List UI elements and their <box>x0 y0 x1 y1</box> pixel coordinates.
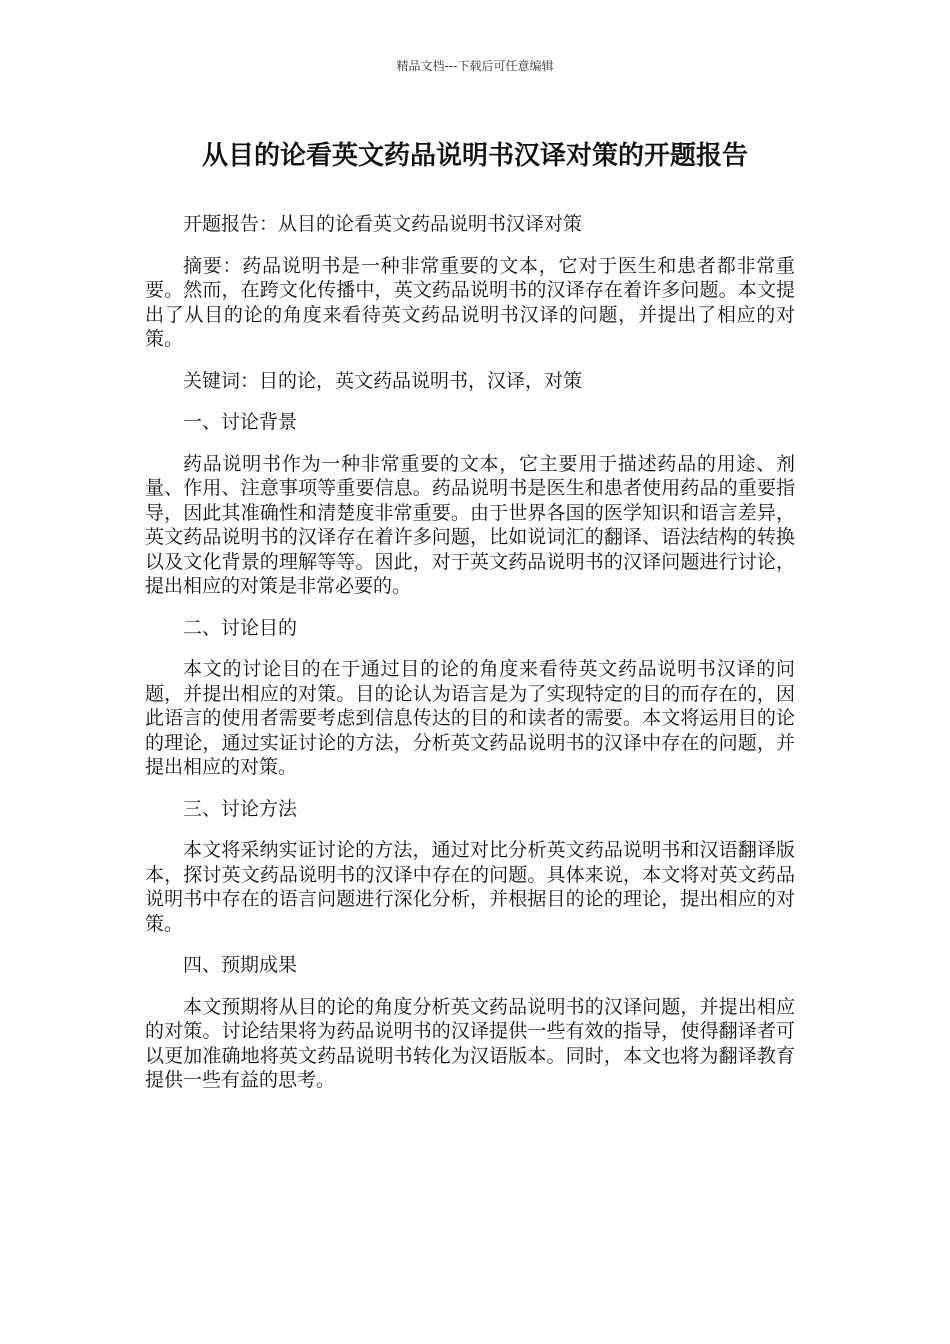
section-heading-background: 一、讨论背景 <box>183 411 298 433</box>
purpose-paragraph: 本文的讨论目的在于通过目的论的角度来看待英文药品说明书汉译的问题，并提出相应的对策。目的论认为语言是为了实现特定的目的而存在的，因此语言的使用者需要考虑到信息传达的目的和读者的需要。本文将运用目的论的理论，通过实证讨论的方法，分析英文药品说明书的汉译中存在的问题，并提出相应的对策。 <box>145 658 795 778</box>
abstract-paragraph: 摘要：药品说明书是一种非常重要的文本，它对于医生和患者都非常重要。然而，在跨文化传播中，英文药品说明书的汉译存在着许多问题。本文提出了从目的论的角度来看待英文药品说明书汉译的问题，并提出了相应的对策。 <box>145 254 795 350</box>
document-title: 从目的论看英文药品说明书汉译对策的开题报告 <box>201 141 748 171</box>
section-heading-method: 三、讨论方法 <box>183 797 298 820</box>
method-paragraph: 本文将采纳实证讨论的方法，通过对比分析英文药品说明书和汉语翻译版本，探讨英文药品说明书的汉译中存在的问题。具体来说，本文将对英文药品说明书中存在的语言问题进行深化分析，并根据目的论的理论，提出相应的对策。 <box>145 839 795 935</box>
document-body <box>145 212 795 1110</box>
report-subtitle: 开题报告：从目的论看英文药品说明书汉译对策 <box>183 213 583 235</box>
section-heading-outcomes: 四、预期成果 <box>183 954 298 976</box>
outcomes-paragraph: 本文预期将从目的论的角度分析英文药品说明书的汉译问题，并提出相应的对策。讨论结果将为药品说明书的汉译提供一些有效的指导，使得翻译者可以更加准确地将英文药品说明书转化为汉语版本。同时，本文也将为翻译教育提供一些有益的思考。 <box>145 995 795 1091</box>
background-paragraph: 药品说明书作为一种非常重要的文本，它主要用于描述药品的用途、剂量、作用、注意事项等重要信息。药品说明书是医生和患者使用药品的重要指导，因此其准确性和清楚度非常重要。由于世界各国的医学知识和语言差异，英文药品说明书的汉译存在着许多问题，比如说词汇的翻译、语法结构的转换以及文化背景的理解等等。因此，对于英文药品说明书的汉译问题进行讨论，提出相应的对策是非常必要的。 <box>145 452 795 597</box>
page-header: 精品文档---下载后可任意编辑 <box>396 59 554 73</box>
section-heading-purpose: 二、讨论目的 <box>183 616 298 639</box>
keywords-paragraph: 关键词：目的论，英文药品说明书，汉译，对策 <box>183 369 583 392</box>
